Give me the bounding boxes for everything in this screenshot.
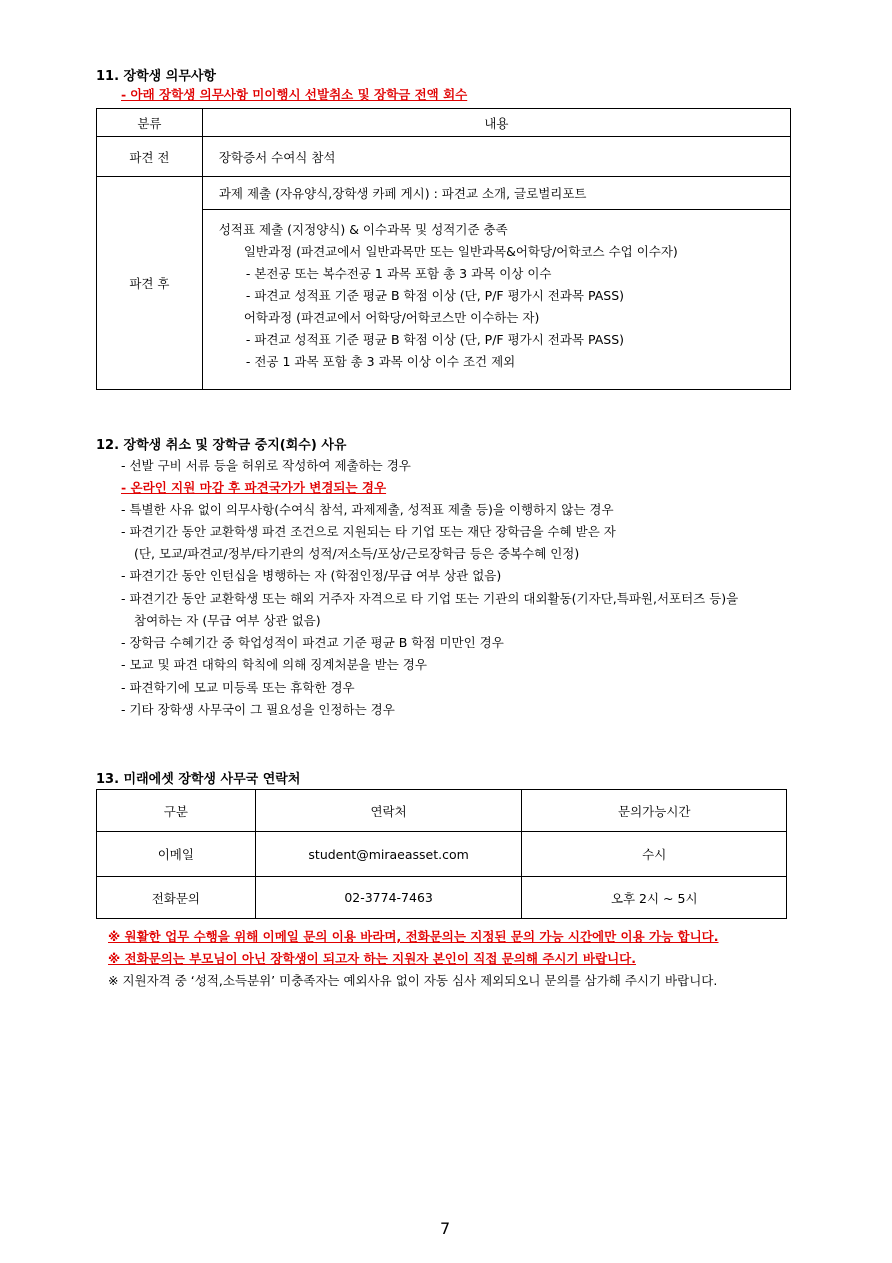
- cancel-reason: - 선발 구비 서류 등을 허위로 작성하여 제출하는 경우: [121, 458, 411, 473]
- cancel-reason-continued: (단, 모교/파견교/정부/타기관의 성적/저소득/포상/근로장학금 등은 중복수혜 인정): [134, 546, 580, 561]
- contact-email-label: 이메일: [97, 832, 256, 877]
- grades-line: - 본전공 또는 복수전공 1 과목 포함 총 3 과목 이상 이수: [245, 266, 552, 281]
- cancel-reason: - 파견기간 동안 인턴십을 병행하는 자 (학점인정/무급 여부 상관 없음): [121, 568, 502, 583]
- row-after-grades: [202, 210, 790, 390]
- contact-header-type: 구분: [97, 790, 256, 832]
- row-after-label: 파견 후: [97, 177, 203, 390]
- grades-line: 어학과정 (파견교에서 어학당/어학코스만 이수하는 자): [243, 310, 540, 325]
- note-eligibility: ※ 지원자격 중 ‘성적,소득분위’ 미충족자는 예외사유 없이 자동 심사 제외되오니 문의를 삼가해 주시기 바랍니다.: [108, 973, 718, 988]
- note-text: ※ 전화문의는 부모님이 아닌 장학생이 되고자 하는 지원자 본인이 직접 문의해 주시기 바랍니다.: [108, 951, 636, 966]
- contact-email-hours: 수시: [522, 832, 787, 877]
- cancel-reason: - 모교 및 파견 대학의 학칙에 의해 징계처분을 받는 경우: [121, 657, 427, 672]
- grades-line: 일반과정 (파견교에서 일반과목만 또는 일반과목&어학당/어학코스 수업 이수자): [243, 244, 678, 259]
- contact-phone-number[interactable]: 02-3774-7463: [255, 877, 522, 919]
- row-before-content: 장학증서 수여식 참석: [202, 137, 790, 177]
- cancel-reason: - 파견학기에 모교 미등록 또는 휴학한 경우: [121, 680, 355, 695]
- cancel-reason: - 파견기간 동안 교환학생 파견 조건으로 지원되는 타 기업 또는 재단 장학금을 수혜 받은 자: [121, 524, 616, 539]
- note-applicant-only: [108, 951, 636, 967]
- contact-phone-label: 전화문의: [97, 877, 256, 919]
- row-after-assignment: 과제 제출 (자유양식,장학생 카페 게시) : 파견교 소개, 글로벌리포트: [202, 177, 790, 210]
- obligations-table: [96, 108, 791, 390]
- header-category: 분류: [97, 109, 203, 137]
- contact-header-hours: 문의가능시간: [522, 790, 787, 832]
- grades-line: - 전공 1 과목 포함 총 3 과목 이상 이수 조건 제외: [245, 354, 516, 369]
- cancel-reason: - 특별한 사유 없이 의무사항(수여식 참석, 과제제출, 성적표 제출 등)을 이행하지 않는 경우: [121, 502, 614, 517]
- cancel-reason: - 기타 장학생 사무국이 그 필요성을 인정하는 경우: [121, 702, 395, 717]
- row-before-label: 파견 전: [97, 137, 203, 177]
- cancel-reason: [121, 480, 386, 496]
- contact-header-contact: 연락처: [255, 790, 522, 832]
- grades-line: 성적표 제출 (지정양식) & 이수과목 및 성적기준 충족: [218, 222, 508, 237]
- section-11-warning: [121, 87, 467, 103]
- contact-table: [96, 789, 787, 919]
- cancel-reason: - 파견기간 동안 교환학생 또는 해외 거주자 자격으로 타 기업 또는 기관의 대외활동(기자단,특파원,서포터즈 등)을: [121, 591, 739, 606]
- contact-email-address[interactable]: student@miraeasset.com: [255, 832, 522, 877]
- page-number: 7: [440, 1219, 451, 1238]
- cancel-reason: - 장학금 수혜기간 중 학업성적이 파견교 기준 평균 B 학점 미만인 경우: [121, 635, 504, 650]
- grades-line: - 파견교 성적표 기준 평균 B 학점 이상 (단, P/F 평가시 전과목 PASS): [245, 288, 625, 303]
- section-12-title: 12. 장학생 취소 및 장학금 중지(회수) 사유: [96, 438, 347, 453]
- header-content: 내용: [202, 109, 790, 137]
- cancel-reason-highlight: - 온라인 지원 마감 후 파견국가가 변경되는 경우: [121, 480, 387, 495]
- note-email-first: [108, 929, 719, 945]
- contact-phone-hours: 오후 2시 ~ 5시: [522, 877, 787, 919]
- grades-line: - 파견교 성적표 기준 평균 B 학점 이상 (단, P/F 평가시 전과목 PASS): [245, 332, 625, 347]
- cancel-reason-continued: 참여하는 자 (무급 여부 상관 없음): [134, 613, 321, 628]
- section-11-title: 11. 장학생 의무사항: [96, 69, 216, 84]
- warning-text: - 아래 장학생 의무사항 미이행시 선발취소 및 장학금 전액 회수: [121, 87, 468, 102]
- section-13-title: 13. 미래에셋 장학생 사무국 연락처: [96, 772, 301, 787]
- note-text: ※ 원활한 업무 수행을 위해 이메일 문의 이용 바라며, 전화문의는 지정된 문의 가능 시간에만 이용 가능 합니다.: [108, 929, 719, 944]
